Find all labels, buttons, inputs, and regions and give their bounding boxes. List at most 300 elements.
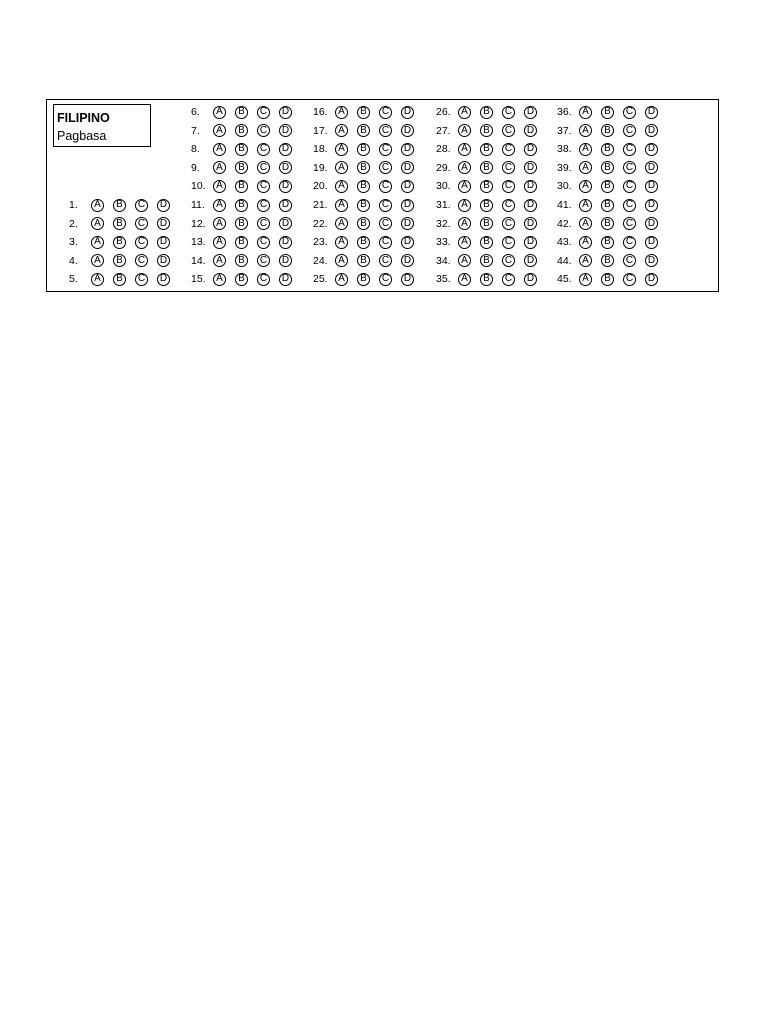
answer-bubble-b[interactable]: B — [357, 143, 370, 156]
answer-bubble-a[interactable]: A — [335, 143, 348, 156]
question-number: 17. — [313, 124, 328, 137]
answer-bubble-c[interactable]: C — [135, 273, 148, 286]
answer-bubble-a[interactable]: A — [458, 273, 471, 286]
answer-bubble-c[interactable]: C — [379, 143, 392, 156]
answer-bubble-b[interactable]: B — [357, 180, 370, 193]
question-row — [557, 140, 658, 158]
subject-box — [53, 104, 151, 147]
answer-bubble-a[interactable]: A — [579, 236, 592, 249]
answer-bubble-d[interactable]: D — [279, 180, 292, 193]
answer-bubble-d[interactable]: D — [645, 143, 658, 156]
answer-bubble-a[interactable]: A — [458, 217, 471, 230]
answer-choices — [213, 180, 292, 193]
answer-choices — [335, 273, 414, 286]
answer-bubble-a[interactable]: A — [458, 161, 471, 174]
answer-bubble-c[interactable]: C — [257, 199, 270, 212]
question-number: 10. — [191, 180, 206, 193]
answer-bubble-a[interactable]: A — [579, 199, 592, 212]
answer-bubble-c[interactable]: C — [502, 273, 515, 286]
answer-choices — [458, 254, 537, 267]
answer-bubble-a[interactable]: A — [213, 161, 226, 174]
question-row — [436, 177, 537, 195]
answer-choices — [579, 106, 658, 119]
answer-bubble-a[interactable]: A — [579, 106, 592, 119]
answer-bubble-a[interactable]: A — [579, 161, 592, 174]
answer-bubble-c[interactable]: C — [502, 143, 515, 156]
answer-choices — [458, 106, 537, 119]
answer-bubble-b[interactable]: B — [235, 180, 248, 193]
question-number: 36. — [557, 106, 572, 118]
answer-bubble-a[interactable]: A — [91, 199, 104, 212]
question-row — [436, 103, 537, 121]
question-row — [191, 252, 292, 270]
answer-bubble-c[interactable]: C — [623, 199, 636, 212]
question-number: 7. — [191, 124, 200, 137]
answer-bubble-c[interactable]: C — [257, 106, 270, 119]
answer-bubble-c[interactable]: C — [623, 106, 636, 119]
question-number: 6. — [191, 106, 200, 118]
question-number: 14. — [191, 254, 206, 267]
answer-bubble-a[interactable]: A — [579, 124, 592, 137]
answer-bubble-a[interactable]: A — [335, 236, 348, 249]
answer-bubble-d[interactable]: D — [279, 236, 292, 249]
answer-bubble-d[interactable]: D — [645, 199, 658, 212]
answer-bubble-d[interactable]: D — [401, 180, 414, 193]
answer-choices — [335, 161, 414, 174]
answer-bubble-c[interactable]: C — [502, 180, 515, 193]
answer-bubble-c[interactable]: C — [379, 254, 392, 267]
answer-bubble-d[interactable]: D — [524, 199, 537, 212]
answer-bubble-a[interactable]: A — [579, 143, 592, 156]
answer-bubble-a[interactable]: A — [335, 199, 348, 212]
question-number: 13. — [191, 236, 206, 249]
answer-bubble-b[interactable]: B — [357, 236, 370, 249]
answer-bubble-c[interactable]: C — [135, 217, 148, 230]
answer-bubble-b[interactable]: B — [601, 143, 614, 156]
answer-bubble-a[interactable]: A — [91, 236, 104, 249]
question-number: 26. — [436, 106, 451, 118]
answer-bubble-c[interactable]: C — [623, 273, 636, 286]
answer-choices — [213, 254, 292, 267]
answer-bubble-b[interactable]: B — [601, 199, 614, 212]
answer-bubble-c[interactable]: C — [257, 273, 270, 286]
answer-choices — [458, 124, 537, 137]
answer-bubble-c[interactable]: C — [502, 161, 515, 174]
answer-bubble-b[interactable]: B — [235, 217, 248, 230]
question-row — [436, 122, 537, 140]
question-row — [191, 103, 292, 121]
answer-choices — [213, 236, 292, 249]
answer-bubble-b[interactable]: B — [235, 254, 248, 267]
answer-bubble-d[interactable]: D — [401, 217, 414, 230]
answer-bubble-a[interactable]: A — [213, 254, 226, 267]
question-row — [436, 233, 537, 251]
answer-bubble-a[interactable]: A — [213, 273, 226, 286]
answer-bubble-b[interactable]: B — [480, 254, 493, 267]
question-number: 31. — [436, 199, 451, 211]
answer-bubble-a[interactable]: A — [335, 106, 348, 119]
question-row — [436, 252, 537, 270]
answer-bubble-d[interactable]: D — [524, 236, 537, 249]
question-row — [191, 196, 292, 214]
answer-choices — [335, 143, 414, 156]
answer-bubble-c[interactable]: C — [257, 254, 270, 267]
answer-choices — [579, 161, 658, 174]
answer-bubble-a[interactable]: A — [213, 106, 226, 119]
answer-bubble-d[interactable]: D — [645, 180, 658, 193]
answer-bubble-b[interactable]: B — [480, 273, 493, 286]
answer-bubble-c[interactable]: C — [257, 143, 270, 156]
question-row — [313, 177, 414, 195]
answer-bubble-a[interactable]: A — [213, 199, 226, 212]
answer-bubble-c[interactable]: C — [623, 254, 636, 267]
question-number: 9. — [191, 161, 200, 174]
answer-bubble-c[interactable]: C — [623, 161, 636, 174]
answer-bubble-c[interactable]: C — [502, 217, 515, 230]
answer-bubble-a[interactable]: A — [579, 273, 592, 286]
question-number: 34. — [436, 254, 451, 267]
question-number: 29. — [436, 161, 451, 174]
question-row — [191, 140, 292, 158]
answer-bubble-b[interactable]: B — [235, 143, 248, 156]
question-row — [313, 196, 414, 214]
answer-bubble-b[interactable]: B — [357, 161, 370, 174]
answer-bubble-c[interactable]: C — [379, 180, 392, 193]
question-row — [313, 252, 414, 270]
answer-bubble-b[interactable]: B — [113, 273, 126, 286]
question-number: 45. — [557, 273, 572, 286]
question-row — [69, 252, 170, 270]
answer-bubble-d[interactable]: D — [279, 254, 292, 267]
answer-choices — [335, 199, 414, 212]
answer-choices — [91, 217, 170, 230]
question-row — [313, 140, 414, 158]
question-row — [436, 196, 537, 214]
answer-bubble-a[interactable]: A — [335, 217, 348, 230]
answer-bubble-d[interactable]: D — [401, 143, 414, 156]
question-number: 19. — [313, 161, 328, 174]
answer-sheet — [46, 99, 719, 292]
answer-bubble-c[interactable]: C — [135, 199, 148, 212]
question-row — [557, 270, 658, 288]
question-row — [436, 159, 537, 177]
answer-bubble-b[interactable]: B — [480, 217, 493, 230]
answer-bubble-b[interactable]: B — [601, 236, 614, 249]
question-number: 22. — [313, 217, 328, 230]
answer-bubble-b[interactable]: B — [357, 124, 370, 137]
answer-choices — [458, 180, 537, 193]
question-row — [557, 103, 658, 121]
answer-bubble-a[interactable]: A — [213, 124, 226, 137]
question-row — [557, 159, 658, 177]
answer-bubble-a[interactable]: A — [458, 254, 471, 267]
question-row — [313, 215, 414, 233]
question-number: 37. — [557, 124, 572, 137]
answer-bubble-b[interactable]: B — [480, 180, 493, 193]
answer-bubble-d[interactable]: D — [645, 236, 658, 249]
question-row — [557, 233, 658, 251]
question-number: 5. — [69, 273, 78, 286]
answer-bubble-b[interactable]: B — [235, 273, 248, 286]
answer-bubble-a[interactable]: A — [579, 217, 592, 230]
question-row — [191, 270, 292, 288]
question-row — [191, 177, 292, 195]
question-number: 43. — [557, 236, 572, 249]
question-number: 8. — [191, 143, 200, 156]
question-row — [313, 159, 414, 177]
answer-bubble-d[interactable]: D — [524, 180, 537, 193]
answer-choices — [458, 161, 537, 174]
answer-choices — [458, 143, 537, 156]
answer-bubble-c[interactable]: C — [623, 124, 636, 137]
question-row — [436, 140, 537, 158]
answer-bubble-c[interactable]: C — [623, 217, 636, 230]
answer-bubble-d[interactable]: D — [279, 124, 292, 137]
question-number: 30. — [436, 180, 451, 193]
answer-choices — [213, 143, 292, 156]
answer-choices — [335, 236, 414, 249]
answer-bubble-d[interactable]: D — [401, 236, 414, 249]
answer-bubble-a[interactable]: A — [213, 180, 226, 193]
question-row — [313, 103, 414, 121]
answer-bubble-b[interactable]: B — [235, 236, 248, 249]
answer-bubble-c[interactable]: C — [379, 124, 392, 137]
answer-bubble-b[interactable]: B — [235, 161, 248, 174]
answer-bubble-a[interactable]: A — [335, 124, 348, 137]
answer-bubble-d[interactable]: D — [401, 106, 414, 119]
question-number: 27. — [436, 124, 451, 137]
question-row — [69, 196, 170, 214]
answer-choices — [91, 199, 170, 212]
answer-bubble-a[interactable]: A — [335, 254, 348, 267]
question-row — [557, 177, 658, 195]
answer-bubble-c[interactable]: C — [257, 124, 270, 137]
question-row — [313, 122, 414, 140]
answer-bubble-b[interactable]: B — [235, 106, 248, 119]
answer-bubble-c[interactable]: C — [379, 199, 392, 212]
answer-bubble-c[interactable]: C — [623, 143, 636, 156]
answer-bubble-b[interactable]: B — [113, 217, 126, 230]
answer-bubble-b[interactable]: B — [480, 124, 493, 137]
answer-bubble-b[interactable]: B — [357, 106, 370, 119]
answer-bubble-d[interactable]: D — [524, 217, 537, 230]
answer-bubble-a[interactable]: A — [91, 217, 104, 230]
question-number: 21. — [313, 199, 328, 211]
answer-choices — [335, 124, 414, 137]
answer-bubble-d[interactable]: D — [279, 273, 292, 286]
answer-bubble-d[interactable]: D — [645, 273, 658, 286]
answer-bubble-b[interactable]: B — [480, 161, 493, 174]
answer-bubble-c[interactable]: C — [502, 236, 515, 249]
answer-bubble-b[interactable]: B — [357, 217, 370, 230]
answer-bubble-c[interactable]: C — [502, 124, 515, 137]
answer-bubble-b[interactable]: B — [480, 199, 493, 212]
answer-bubble-d[interactable]: D — [645, 254, 658, 267]
question-number: 16. — [313, 106, 328, 118]
answer-bubble-c[interactable]: C — [502, 106, 515, 119]
answer-bubble-a[interactable]: A — [213, 143, 226, 156]
answer-bubble-d[interactable]: D — [279, 199, 292, 212]
answer-bubble-c[interactable]: C — [379, 217, 392, 230]
answer-bubble-a[interactable]: A — [213, 217, 226, 230]
answer-bubble-c[interactable]: C — [257, 217, 270, 230]
answer-choices — [213, 199, 292, 212]
answer-choices — [458, 217, 537, 230]
answer-bubble-c[interactable]: C — [257, 180, 270, 193]
answer-bubble-b[interactable]: B — [601, 106, 614, 119]
answer-choices — [458, 273, 537, 286]
answer-bubble-b[interactable]: B — [601, 124, 614, 137]
answer-choices — [335, 254, 414, 267]
answer-bubble-d[interactable]: D — [157, 254, 170, 267]
question-number: 25. — [313, 273, 328, 286]
answer-bubble-a[interactable]: A — [91, 254, 104, 267]
question-number: 20. — [313, 180, 328, 193]
answer-bubble-b[interactable]: B — [480, 106, 493, 119]
answer-bubble-c[interactable]: C — [135, 236, 148, 249]
answer-bubble-d[interactable]: D — [524, 124, 537, 137]
question-row — [191, 233, 292, 251]
answer-bubble-d[interactable]: D — [645, 217, 658, 230]
question-number: 41. — [557, 199, 572, 211]
answer-bubble-d[interactable]: D — [401, 254, 414, 267]
question-row — [191, 122, 292, 140]
answer-bubble-a[interactable]: A — [335, 273, 348, 286]
answer-bubble-a[interactable]: A — [458, 180, 471, 193]
answer-bubble-b[interactable]: B — [480, 143, 493, 156]
answer-bubble-b[interactable]: B — [113, 254, 126, 267]
answer-bubble-a[interactable]: A — [335, 161, 348, 174]
answer-bubble-a[interactable]: A — [458, 143, 471, 156]
answer-bubble-c[interactable]: C — [379, 161, 392, 174]
answer-bubble-d[interactable]: D — [645, 124, 658, 137]
answer-bubble-b[interactable]: B — [357, 254, 370, 267]
answer-choices — [213, 106, 292, 119]
answer-choices — [579, 254, 658, 267]
answer-choices — [579, 236, 658, 249]
answer-bubble-a[interactable]: A — [458, 236, 471, 249]
answer-bubble-b[interactable]: B — [601, 161, 614, 174]
answer-bubble-d[interactable]: D — [524, 106, 537, 119]
answer-bubble-d[interactable]: D — [524, 254, 537, 267]
answer-choices — [213, 273, 292, 286]
answer-bubble-b[interactable]: B — [113, 199, 126, 212]
answer-bubble-c[interactable]: C — [379, 106, 392, 119]
answer-choices — [579, 180, 658, 193]
answer-bubble-b[interactable]: B — [357, 199, 370, 212]
answer-bubble-d[interactable]: D — [645, 161, 658, 174]
question-number: 1. — [69, 199, 78, 211]
answer-bubble-d[interactable]: D — [401, 161, 414, 174]
answer-bubble-a[interactable]: A — [458, 106, 471, 119]
answer-choices — [579, 124, 658, 137]
answer-bubble-a[interactable]: A — [213, 236, 226, 249]
answer-bubble-d[interactable]: D — [157, 199, 170, 212]
answer-bubble-d[interactable]: D — [279, 106, 292, 119]
answer-bubble-d[interactable]: D — [157, 236, 170, 249]
question-number: 35. — [436, 273, 451, 286]
answer-bubble-c[interactable]: C — [502, 199, 515, 212]
answer-bubble-b[interactable]: B — [601, 273, 614, 286]
question-row — [69, 233, 170, 251]
answer-bubble-d[interactable]: D — [401, 124, 414, 137]
answer-choices — [213, 217, 292, 230]
question-number: 39. — [557, 161, 572, 174]
answer-bubble-c[interactable]: C — [623, 180, 636, 193]
answer-bubble-d[interactable]: D — [157, 217, 170, 230]
answer-bubble-c[interactable]: C — [502, 254, 515, 267]
answer-bubble-d[interactable]: D — [524, 161, 537, 174]
answer-bubble-c[interactable]: C — [379, 236, 392, 249]
answer-bubble-b[interactable]: B — [113, 236, 126, 249]
subject-subtitle: Pagbasa — [57, 129, 107, 143]
answer-bubble-d[interactable]: D — [645, 106, 658, 119]
question-number: 33. — [436, 236, 451, 249]
answer-bubble-b[interactable]: B — [235, 199, 248, 212]
answer-bubble-a[interactable]: A — [458, 124, 471, 137]
answer-bubble-d[interactable]: D — [524, 143, 537, 156]
answer-bubble-b[interactable]: B — [601, 217, 614, 230]
question-row — [191, 215, 292, 233]
question-number: 28. — [436, 143, 451, 156]
answer-bubble-c[interactable]: C — [257, 236, 270, 249]
question-number: 24. — [313, 254, 328, 267]
question-number: 38. — [557, 143, 572, 156]
answer-choices — [335, 106, 414, 119]
answer-bubble-d[interactable]: D — [279, 161, 292, 174]
answer-choices — [213, 161, 292, 174]
answer-bubble-d[interactable]: D — [401, 273, 414, 286]
answer-bubble-a[interactable]: A — [579, 180, 592, 193]
answer-bubble-c[interactable]: C — [257, 161, 270, 174]
answer-bubble-b[interactable]: B — [357, 273, 370, 286]
answer-bubble-d[interactable]: D — [279, 143, 292, 156]
answer-choices — [91, 254, 170, 267]
question-row — [557, 196, 658, 214]
question-number: 2. — [69, 217, 78, 230]
question-row — [69, 270, 170, 288]
question-number: 42. — [557, 217, 572, 230]
question-row — [69, 215, 170, 233]
answer-bubble-d[interactable]: D — [279, 217, 292, 230]
question-row — [313, 233, 414, 251]
answer-bubble-d[interactable]: D — [524, 273, 537, 286]
subject-title: FILIPINO — [57, 111, 110, 125]
answer-bubble-b[interactable]: B — [480, 236, 493, 249]
answer-bubble-c[interactable]: C — [135, 254, 148, 267]
question-row — [557, 215, 658, 233]
answer-bubble-a[interactable]: A — [335, 180, 348, 193]
answer-bubble-a[interactable]: A — [458, 199, 471, 212]
answer-bubble-c[interactable]: C — [379, 273, 392, 286]
answer-choices — [458, 236, 537, 249]
answer-bubble-d[interactable]: D — [401, 199, 414, 212]
question-number: 18. — [313, 143, 328, 156]
question-row — [436, 215, 537, 233]
answer-bubble-c[interactable]: C — [623, 236, 636, 249]
answer-bubble-a[interactable]: A — [579, 254, 592, 267]
question-row — [557, 122, 658, 140]
answer-bubble-b[interactable]: B — [235, 124, 248, 137]
answer-bubble-b[interactable]: B — [601, 254, 614, 267]
answer-choices — [335, 180, 414, 193]
answer-bubble-d[interactable]: D — [157, 273, 170, 286]
answer-choices — [213, 124, 292, 137]
answer-bubble-a[interactable]: A — [91, 273, 104, 286]
answer-bubble-b[interactable]: B — [601, 180, 614, 193]
answer-choices — [458, 199, 537, 212]
answer-choices — [579, 143, 658, 156]
